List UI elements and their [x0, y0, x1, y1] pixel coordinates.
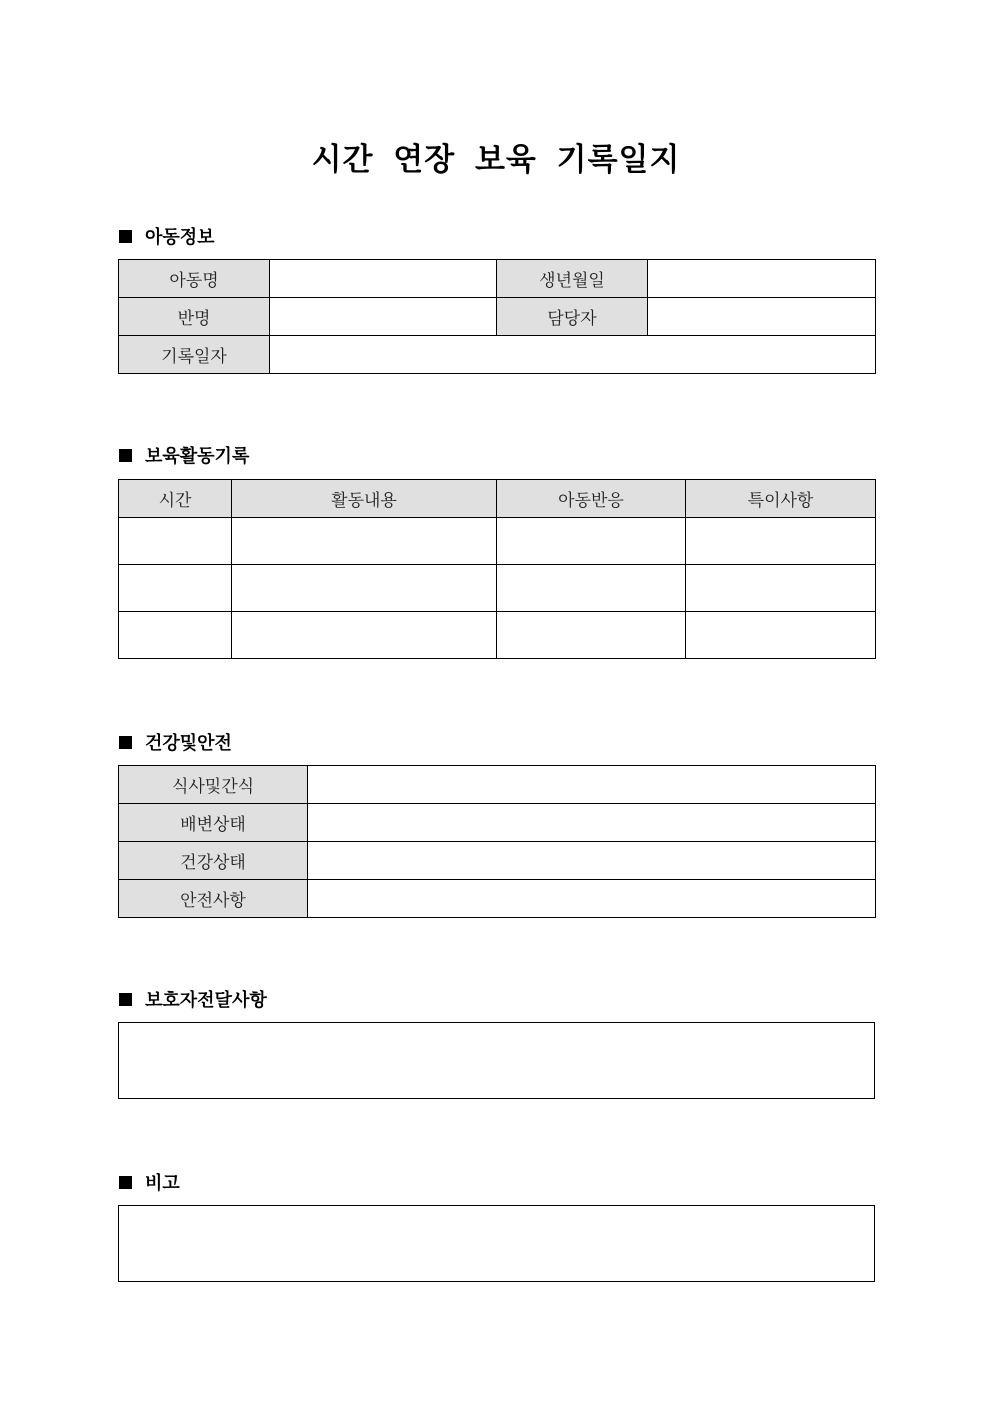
table-row — [119, 565, 876, 612]
section-heading-label: 보호자전달사항 — [145, 990, 267, 1011]
table-row — [119, 842, 876, 880]
health-status-label: 건강상태 — [119, 842, 308, 880]
square-bullet-icon — [119, 1176, 132, 1189]
column-header-time: 시간 — [119, 480, 232, 518]
section-heading-label: 아동정보 — [145, 227, 215, 248]
section-heading-label: 보육활동기록 — [145, 446, 250, 467]
section-heading-activity — [119, 442, 249, 468]
square-bullet-icon — [119, 449, 132, 462]
class-name-label: 반명 — [119, 298, 270, 336]
section-heading-health — [119, 729, 232, 755]
notes-cell[interactable] — [686, 518, 876, 565]
square-bullet-icon — [119, 736, 132, 749]
birth-date-label: 생년월일 — [497, 260, 648, 298]
table-header-row — [119, 480, 876, 518]
column-header-notes: 특이사항 — [686, 480, 876, 518]
safety-field[interactable] — [308, 880, 876, 918]
reaction-cell[interactable] — [497, 565, 686, 612]
time-cell[interactable] — [119, 518, 232, 565]
child-name-field[interactable] — [270, 260, 497, 298]
teacher-label: 담당자 — [497, 298, 648, 336]
parent-notes-box[interactable] — [118, 1022, 875, 1099]
square-bullet-icon — [119, 993, 132, 1006]
meal-snack-label: 식사및간식 — [119, 766, 308, 804]
bowel-status-label: 배변상태 — [119, 804, 308, 842]
child-info-table — [118, 259, 876, 374]
column-header-activity: 활동내용 — [232, 480, 497, 518]
health-table — [118, 765, 876, 918]
notes-cell[interactable] — [686, 565, 876, 612]
activity-cell[interactable] — [232, 518, 497, 565]
time-cell[interactable] — [119, 612, 232, 659]
square-bullet-icon — [119, 230, 132, 243]
table-row — [119, 260, 876, 298]
activity-cell[interactable] — [232, 612, 497, 659]
table-row — [119, 880, 876, 918]
table-row — [119, 612, 876, 659]
class-name-field[interactable] — [270, 298, 497, 336]
table-row — [119, 766, 876, 804]
safety-label: 안전사항 — [119, 880, 308, 918]
section-heading-label: 건강및안전 — [145, 733, 232, 754]
meal-snack-field[interactable] — [308, 766, 876, 804]
section-heading-label: 비고 — [145, 1173, 180, 1194]
activity-table — [118, 479, 876, 659]
activity-cell[interactable] — [232, 565, 497, 612]
section-heading-child-info — [119, 223, 215, 249]
table-row — [119, 804, 876, 842]
record-date-field[interactable] — [270, 336, 876, 374]
section-heading-remarks — [119, 1169, 180, 1195]
column-header-reaction: 아동반응 — [497, 480, 686, 518]
birth-date-field[interactable] — [648, 260, 876, 298]
time-cell[interactable] — [119, 565, 232, 612]
section-heading-parent-notes — [119, 986, 267, 1012]
table-row — [119, 298, 876, 336]
page-title: 시간 연장 보육 기록일지 — [311, 142, 681, 178]
bowel-status-field[interactable] — [308, 804, 876, 842]
remarks-box[interactable] — [118, 1205, 875, 1282]
health-status-field[interactable] — [308, 842, 876, 880]
record-date-label: 기록일자 — [119, 336, 270, 374]
teacher-field[interactable] — [648, 298, 876, 336]
child-name-label: 아동명 — [119, 260, 270, 298]
reaction-cell[interactable] — [497, 518, 686, 565]
table-row — [119, 518, 876, 565]
notes-cell[interactable] — [686, 612, 876, 659]
table-row — [119, 336, 876, 374]
reaction-cell[interactable] — [497, 612, 686, 659]
